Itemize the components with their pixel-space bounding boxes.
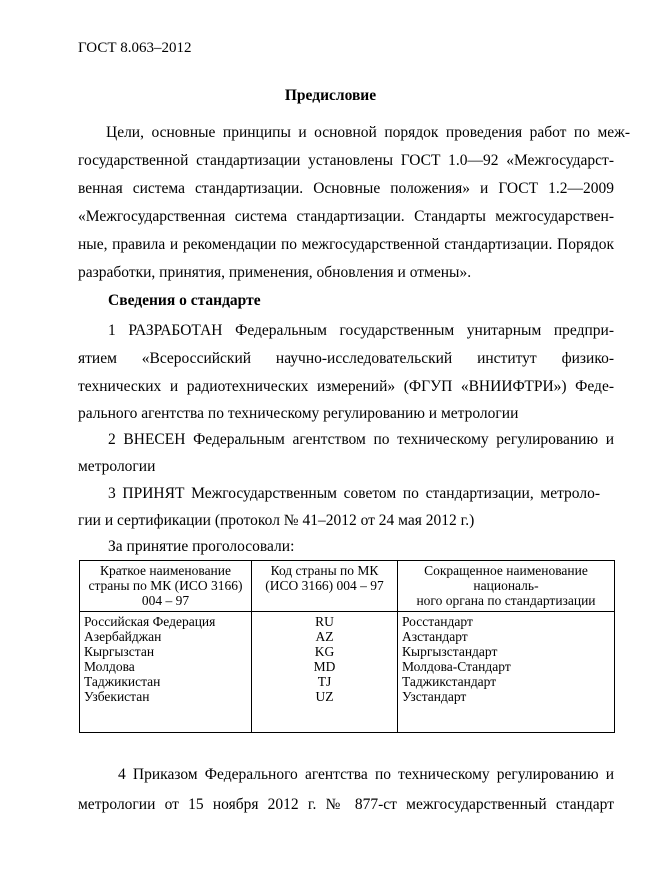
table-header-row [80, 561, 615, 612]
preface-line: «Межгосударственная система стандартизации. Стандарты межгосударствен- [78, 208, 614, 225]
item3-line: гии и сертификации (протокол № 41–2012 от 24 мая 2012 г.) [78, 512, 475, 529]
country-code: TJ [317, 674, 332, 689]
item4-line: 4 Приказом Федерального агентства по техническому регулированию и [118, 766, 614, 783]
country-code: UZ [315, 689, 334, 704]
header-country-name: Краткое наименование страны по МК (ИСО 3166) 004 – 97 [80, 561, 252, 612]
item3-line: 3 ПРИНЯТ Межгосударственным советом по стандартизации, метроло- [108, 485, 600, 502]
preface-line: разработки, принятия, применения, обновления и отмены». [78, 264, 472, 281]
section-title-standard-info: Сведения о стандарте [108, 292, 261, 309]
code-list [252, 612, 398, 733]
standards-body: Росстандарт [402, 614, 473, 629]
header-standards-body: Сокращенное наименование националь- ного органа по стандартизации [398, 561, 615, 612]
item1-line: технических и радиотехнических измерений» (ФГУП «ВНИИФТРИ») Феде- [78, 378, 614, 395]
country-name: Узбекистан [84, 689, 150, 704]
preface-line: государственной стандартизации установлены ГОСТ 1.0—92 «Межгосударст- [78, 152, 614, 169]
preface-line: венная система стандартизации. Основные положения» и ГОСТ 1.2—2009 [78, 180, 614, 197]
body-list [398, 612, 615, 733]
item1-line: 1 РАЗРАБОТАН Федеральным государственным унитарным предпри- [108, 322, 614, 339]
item2-line: 2 ВНЕСЕН Федеральным агентством по техническому регулированию и [108, 431, 614, 448]
country-name: Азербайджан [84, 629, 162, 644]
country-code: RU [315, 614, 334, 629]
document-header: ГОСТ 8.063–2012 [78, 40, 192, 56]
standards-body: Азстандарт [402, 629, 468, 644]
item4-line: метрологии от 15 ноября 2012 г. № 877-ст межгосударственный стандарт [78, 796, 614, 813]
section-title-preface: Предисловие [284, 87, 377, 104]
preface-line: ные, правила и рекомендации по межгосударственной стандартизации. Порядок [78, 236, 614, 253]
country-name: Таджикистан [84, 674, 161, 689]
standards-body: Кыргызстандарт [402, 644, 498, 659]
standards-body: Узстандарт [402, 689, 467, 704]
preface-line: Цели, основные принципы и основной порядок проведения работ по меж- [106, 124, 630, 141]
table-row [80, 612, 615, 733]
country-list [80, 612, 252, 733]
country-name: Российская Федерация [84, 614, 216, 629]
country-code: MD [313, 659, 336, 674]
voted-label: За принятие проголосовали: [108, 538, 295, 555]
country-name: Молдова [84, 659, 135, 674]
item1-line: рального агентства по техническому регулированию и метрологии [78, 405, 519, 422]
header-country-code: Код страны по МК (ИСО 3166) 004 – 97 [252, 561, 398, 612]
standards-body: Молдова-Стандарт [402, 659, 511, 674]
country-code: AZ [315, 629, 334, 644]
member-states-table [79, 560, 615, 733]
country-code: KG [314, 644, 335, 659]
item2-line: метрологии [78, 458, 156, 475]
country-name: Кыргызстан [84, 644, 155, 659]
item1-line: ятием «Всероссийский научно-исследовательский институт физико- [78, 350, 614, 367]
standards-body: Таджикстандарт [402, 674, 497, 689]
